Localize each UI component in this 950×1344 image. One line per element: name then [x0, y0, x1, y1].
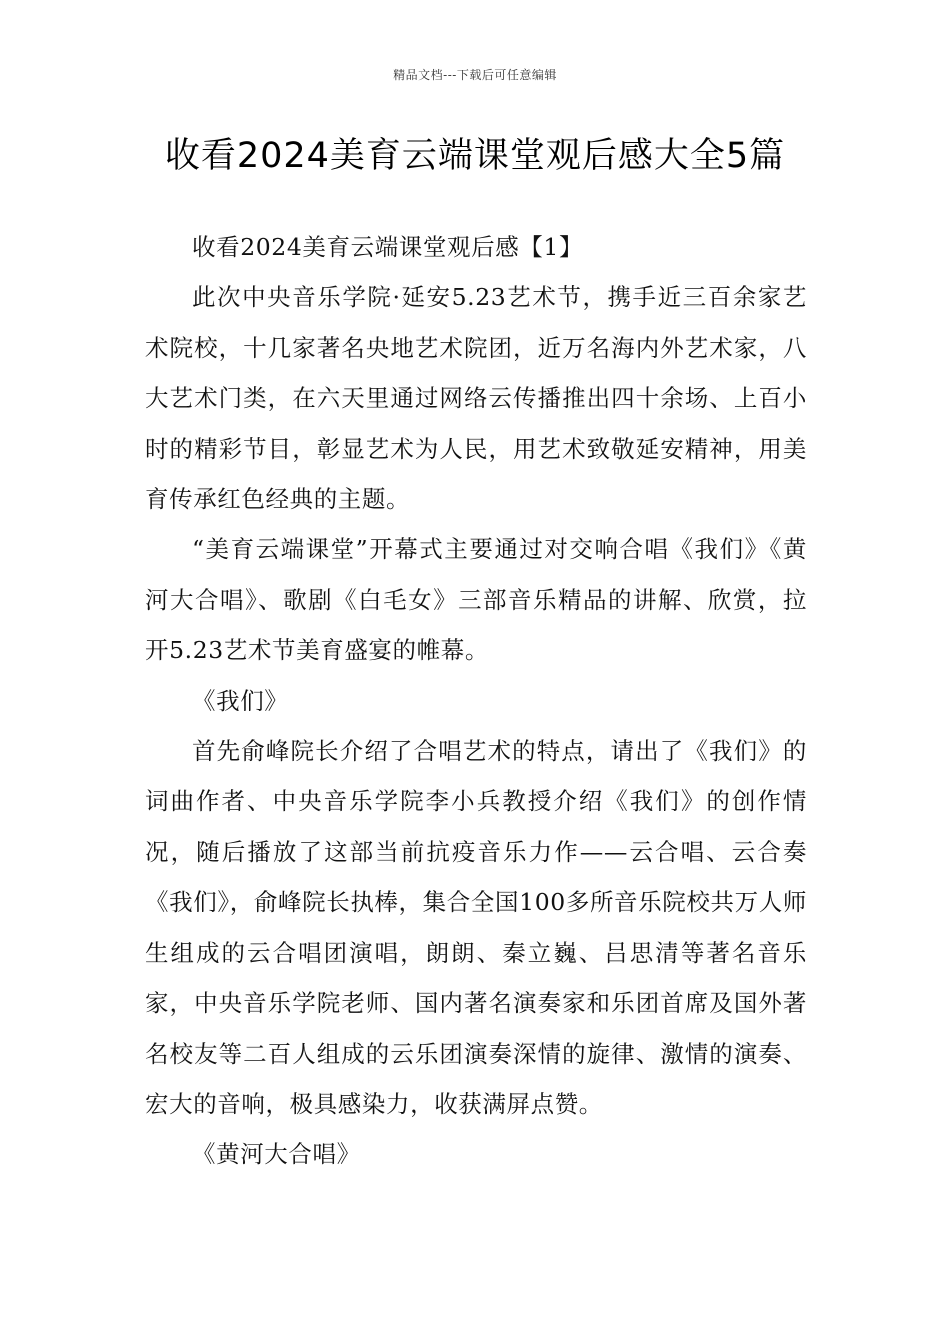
body-paragraph: 首先俞峰院长介绍了合唱艺术的特点，请出了《我们》的词曲作者、中央音乐学院李小兵教授介绍《我们》的创作情况，随后播放了这部当前抗疫音乐力作——云合唱、云合奏《我们》，俞峰院长执棒，集合全国100多所音乐院校共万人师生组成的云合唱团演唱，朗朗、秦立巍、吕思清等著名音乐家，中央音乐学院老师、国内著名演奏家和乐团首席及国外著名校友等二百人组成的云乐团演奏深情的旋律、激情的演奏、宏大的音响，极具感染力，收获满屏点赞。: [145, 737, 807, 1118]
subsection-heading: 《黄河大合唱》: [192, 1140, 361, 1169]
body-paragraph: “美育云端课堂”开幕式主要通过对交响合唱《我们》《黄河大合唱》、歌剧《白毛女》三部音乐精品的讲解、欣赏，拉开5.23艺术节美育盛宴的帷幕。: [145, 535, 807, 665]
body-paragraph: 此次中央音乐学院·延安5.23艺术节，携手近三百余家艺术院校，十几家著名央地艺术院团，近万名海内外艺术家，八大艺术门类，在六天里通过网络云传播推出四十余场、上百小时的精彩节目，彰显艺术为人民，用艺术致敬延安精神，用美育传承红色经典的主题。: [145, 283, 807, 514]
header-note: 精品文档---下载后可任意编辑: [393, 68, 557, 82]
document-title: 收看2024美育云端课堂观后感大全5篇: [164, 136, 786, 176]
subsection-heading: 《我们》: [192, 686, 289, 715]
document-body: [145, 222, 807, 1180]
section-heading: 收看2024美育云端课堂观后感【1】: [192, 233, 584, 261]
